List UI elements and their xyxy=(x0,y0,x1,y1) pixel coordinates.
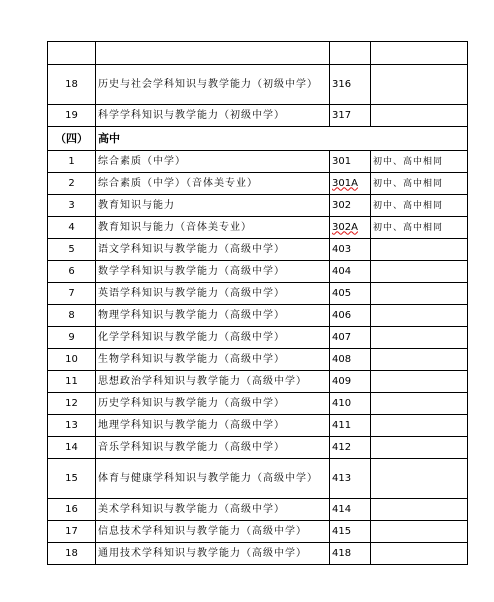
subject-name: 物理学科知识与教学能力（高级中学） xyxy=(96,305,330,327)
subject-name: 历史与社会学科知识与教学能力（初级中学） xyxy=(96,65,330,105)
table-row xyxy=(48,393,468,415)
subject-note xyxy=(371,261,468,283)
table-row xyxy=(48,283,468,305)
row-number: 10 xyxy=(48,349,96,371)
row-number: 6 xyxy=(48,261,96,283)
subject-note xyxy=(371,283,468,305)
table-row xyxy=(48,437,468,459)
row-number: 8 xyxy=(48,305,96,327)
subject-name: 综合素质（中学）（音体美专业） xyxy=(96,173,330,195)
subject-code: 410 xyxy=(330,393,371,415)
subject-code: 317 xyxy=(330,105,371,127)
row-number: 4 xyxy=(48,217,96,239)
subject-code: 404 xyxy=(330,261,371,283)
subject-code: 407 xyxy=(330,327,371,349)
subject-note xyxy=(371,65,468,105)
row-number: 5 xyxy=(48,239,96,261)
subject-code: 413 xyxy=(330,459,371,499)
subject-code: 411 xyxy=(330,415,371,437)
table-row xyxy=(48,239,468,261)
subject-note xyxy=(371,415,468,437)
subject-note xyxy=(371,543,468,565)
subject-code: 301A xyxy=(332,177,358,189)
subject-code: 414 xyxy=(330,499,371,521)
table-row xyxy=(48,371,468,393)
subject-code: 301 xyxy=(330,151,371,173)
subject-code: 316 xyxy=(330,65,371,105)
subject-code: 412 xyxy=(330,437,371,459)
subject-code: 302 xyxy=(330,195,371,217)
subject-name: 信息技术学科知识与教学能力（高级中学） xyxy=(96,521,330,543)
subject-note: 初中、高中相同 xyxy=(371,173,468,195)
subject-code: 418 xyxy=(330,543,371,565)
subject-name: 生物学科知识与教学能力（高级中学） xyxy=(96,349,330,371)
row-number: 3 xyxy=(48,195,96,217)
subject-code: 408 xyxy=(330,349,371,371)
subject-code: 409 xyxy=(330,371,371,393)
subject-note xyxy=(371,437,468,459)
table-row xyxy=(48,521,468,543)
table-row xyxy=(48,415,468,437)
row-number: 17 xyxy=(48,521,96,543)
table-row xyxy=(48,173,468,195)
subject-name: 通用技术学科知识与教学能力（高级中学） xyxy=(96,543,330,565)
subject-name: 语文学科知识与教学能力（高级中学） xyxy=(96,239,330,261)
subject-name: 历史学科知识与教学能力（高级中学） xyxy=(96,393,330,415)
subject-name: 教育知识与能力 xyxy=(96,195,330,217)
subject-note xyxy=(371,327,468,349)
row-number: 13 xyxy=(48,415,96,437)
subject-name: 化学学科知识与教学能力（高级中学） xyxy=(96,327,330,349)
table-row xyxy=(48,217,468,239)
subject-name: 地理学科知识与教学能力（高级中学） xyxy=(96,415,330,437)
subject-note: 初中、高中相同 xyxy=(371,217,468,239)
subject-name: 体育与健康学科知识与教学能力（高级中学） xyxy=(96,459,330,499)
row-number: 15 xyxy=(48,459,96,499)
subject-name: 思想政治学科知识与教学能力（高级中学） xyxy=(96,371,330,393)
subject-code: 406 xyxy=(330,305,371,327)
section-header-row xyxy=(48,127,468,151)
row-number: 18 xyxy=(48,65,96,105)
subject-code: 403 xyxy=(330,239,371,261)
subject-note xyxy=(371,105,468,127)
table-row xyxy=(48,499,468,521)
section-title: 高中 xyxy=(96,127,468,151)
header-blank-row xyxy=(48,42,468,65)
subject-code: 415 xyxy=(330,521,371,543)
subject-code: 302A xyxy=(332,221,358,233)
subject-note: 初中、高中相同 xyxy=(371,151,468,173)
table-row xyxy=(48,261,468,283)
row-number: 12 xyxy=(48,393,96,415)
row-number: 1 xyxy=(48,151,96,173)
subject-name: 科学学科知识与教学能力（初级中学） xyxy=(96,105,330,127)
table-row xyxy=(48,195,468,217)
subject-note xyxy=(371,371,468,393)
row-number: 7 xyxy=(48,283,96,305)
subject-note xyxy=(371,305,468,327)
row-number: 9 xyxy=(48,327,96,349)
table-row xyxy=(48,305,468,327)
table-row xyxy=(48,459,468,499)
subject-note xyxy=(371,393,468,415)
subject-name: 数学学科知识与教学能力（高级中学） xyxy=(96,261,330,283)
row-number: 18 xyxy=(48,543,96,565)
table-row xyxy=(48,65,468,105)
row-number: 16 xyxy=(48,499,96,521)
subject-note xyxy=(371,459,468,499)
row-number: 2 xyxy=(48,173,96,195)
row-number: 19 xyxy=(48,105,96,127)
subject-note xyxy=(371,239,468,261)
subject-name: 美术学科知识与教学能力（高级中学） xyxy=(96,499,330,521)
row-number: 11 xyxy=(48,371,96,393)
table-row xyxy=(48,151,468,173)
table-row xyxy=(48,349,468,371)
subject-name: 英语学科知识与教学能力（高级中学） xyxy=(96,283,330,305)
section-label: （四） xyxy=(48,127,96,151)
subject-name: 音乐学科知识与教学能力（高级中学） xyxy=(96,437,330,459)
subject-note: 初中、高中相同 xyxy=(371,195,468,217)
table-row xyxy=(48,327,468,349)
table-row xyxy=(48,543,468,565)
subject-code: 405 xyxy=(330,283,371,305)
subject-name: 综合素质（中学） xyxy=(96,151,330,173)
subject-note xyxy=(371,499,468,521)
subject-table xyxy=(47,41,468,565)
subject-note xyxy=(371,521,468,543)
subject-name: 教育知识与能力（音体美专业） xyxy=(96,217,330,239)
table-row xyxy=(48,105,468,127)
row-number: 14 xyxy=(48,437,96,459)
subject-note xyxy=(371,349,468,371)
